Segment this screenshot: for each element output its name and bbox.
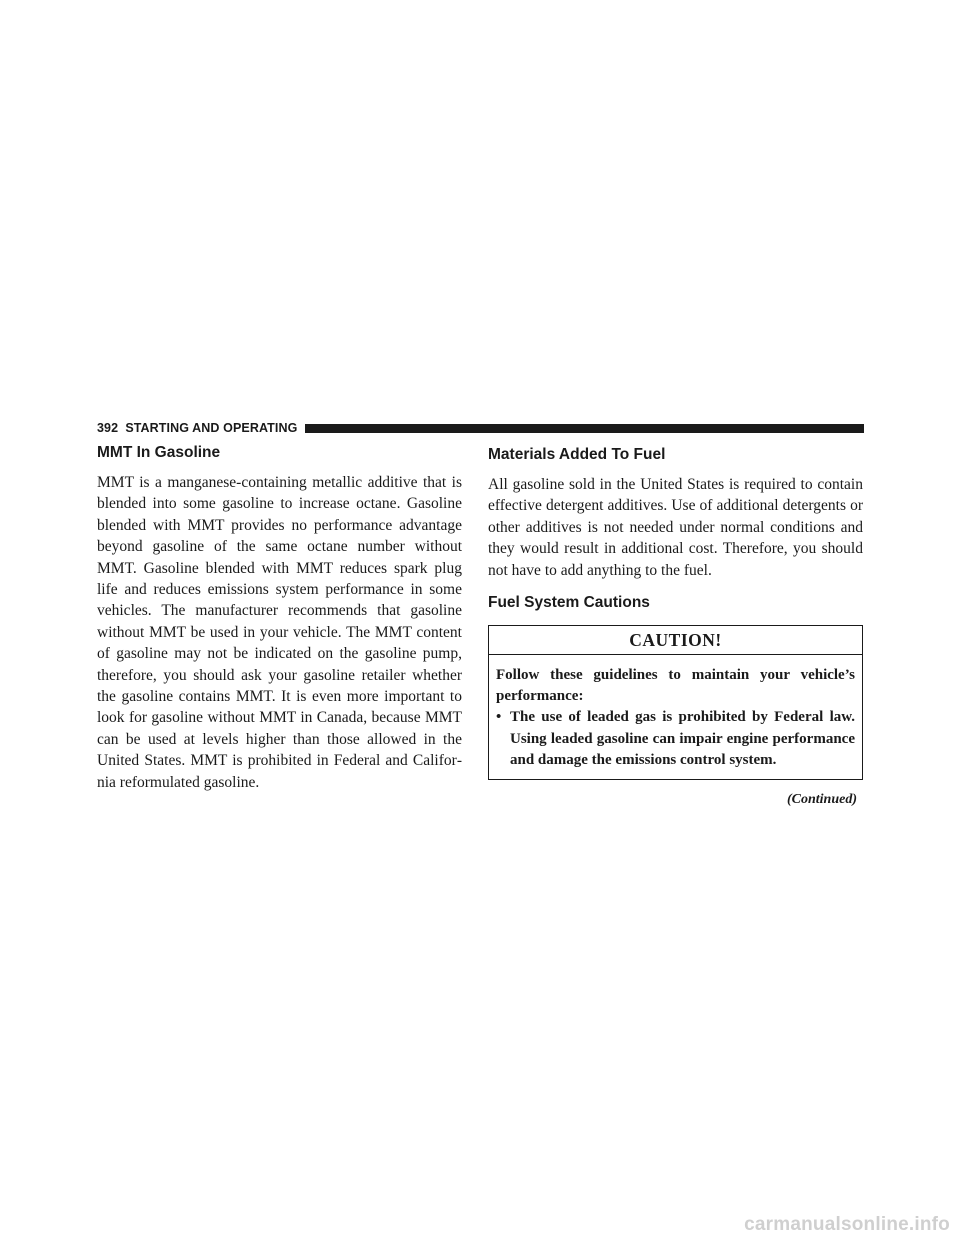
header-rule [305,424,864,433]
page-number-and-section [97,421,297,435]
caution-bullet [496,707,855,771]
page-number: 392 [97,421,119,435]
mmt-heading: MMT In Gasoline [97,444,221,461]
bullet-icon: • [496,709,502,726]
mmt-paragraph: MMT is a manganese-containing metallic additive that is blended into some gasoline to increase octane. Gasoline blended with MMT provides no performance advantage beyond gasoline of the same octane number without MMT. Gasoline blended with MMT reduces spark plug life and reduces emissions system performance in some vehicles. The manufacturer recommends that gasoline without MMT be used in your vehicle. The MMT content of gasoline may not be indicated on the gasoline pump, therefore, you should ask your gasoline retailer whether the gasoline contains MMT. It is even more important to look for gasoline without MMT in Canada, because MMT can be used at levels higher than those allowed in the United States. MMT is prohibited in Federal and California reformulated gasoline. [97,474,462,791]
caution-title: CAUTION! [489,626,862,655]
caution-bullet-text: The use of leaded gas is prohibited by Federal law. Using leaded gasoline can impair engine performance and damage the emissions control system. [510,709,855,768]
section-title: STARTING AND OPERATING [125,421,298,435]
caution-body [489,655,862,779]
materials-paragraph: All gasoline sold in the United States is required to contain effective detergent additives. Use of additional detergents or other additives is not needed under normal conditions and they would result in additional cost. Therefore, you should not have to add anything to the fuel. [488,476,863,579]
left-column [97,443,462,793]
materials-heading: Materials Added To Fuel [488,446,666,463]
caution-box [488,625,863,780]
page-header [97,420,864,436]
watermark-logo: carmanualsonline.info [744,1214,950,1235]
caution-intro: Follow these guidelines to maintain your vehicle’s performance: [496,667,855,705]
right-column [488,443,863,808]
fuel-system-cautions-heading: Fuel System Cautions [488,594,650,612]
continued-label: (Continued) [786,792,857,808]
